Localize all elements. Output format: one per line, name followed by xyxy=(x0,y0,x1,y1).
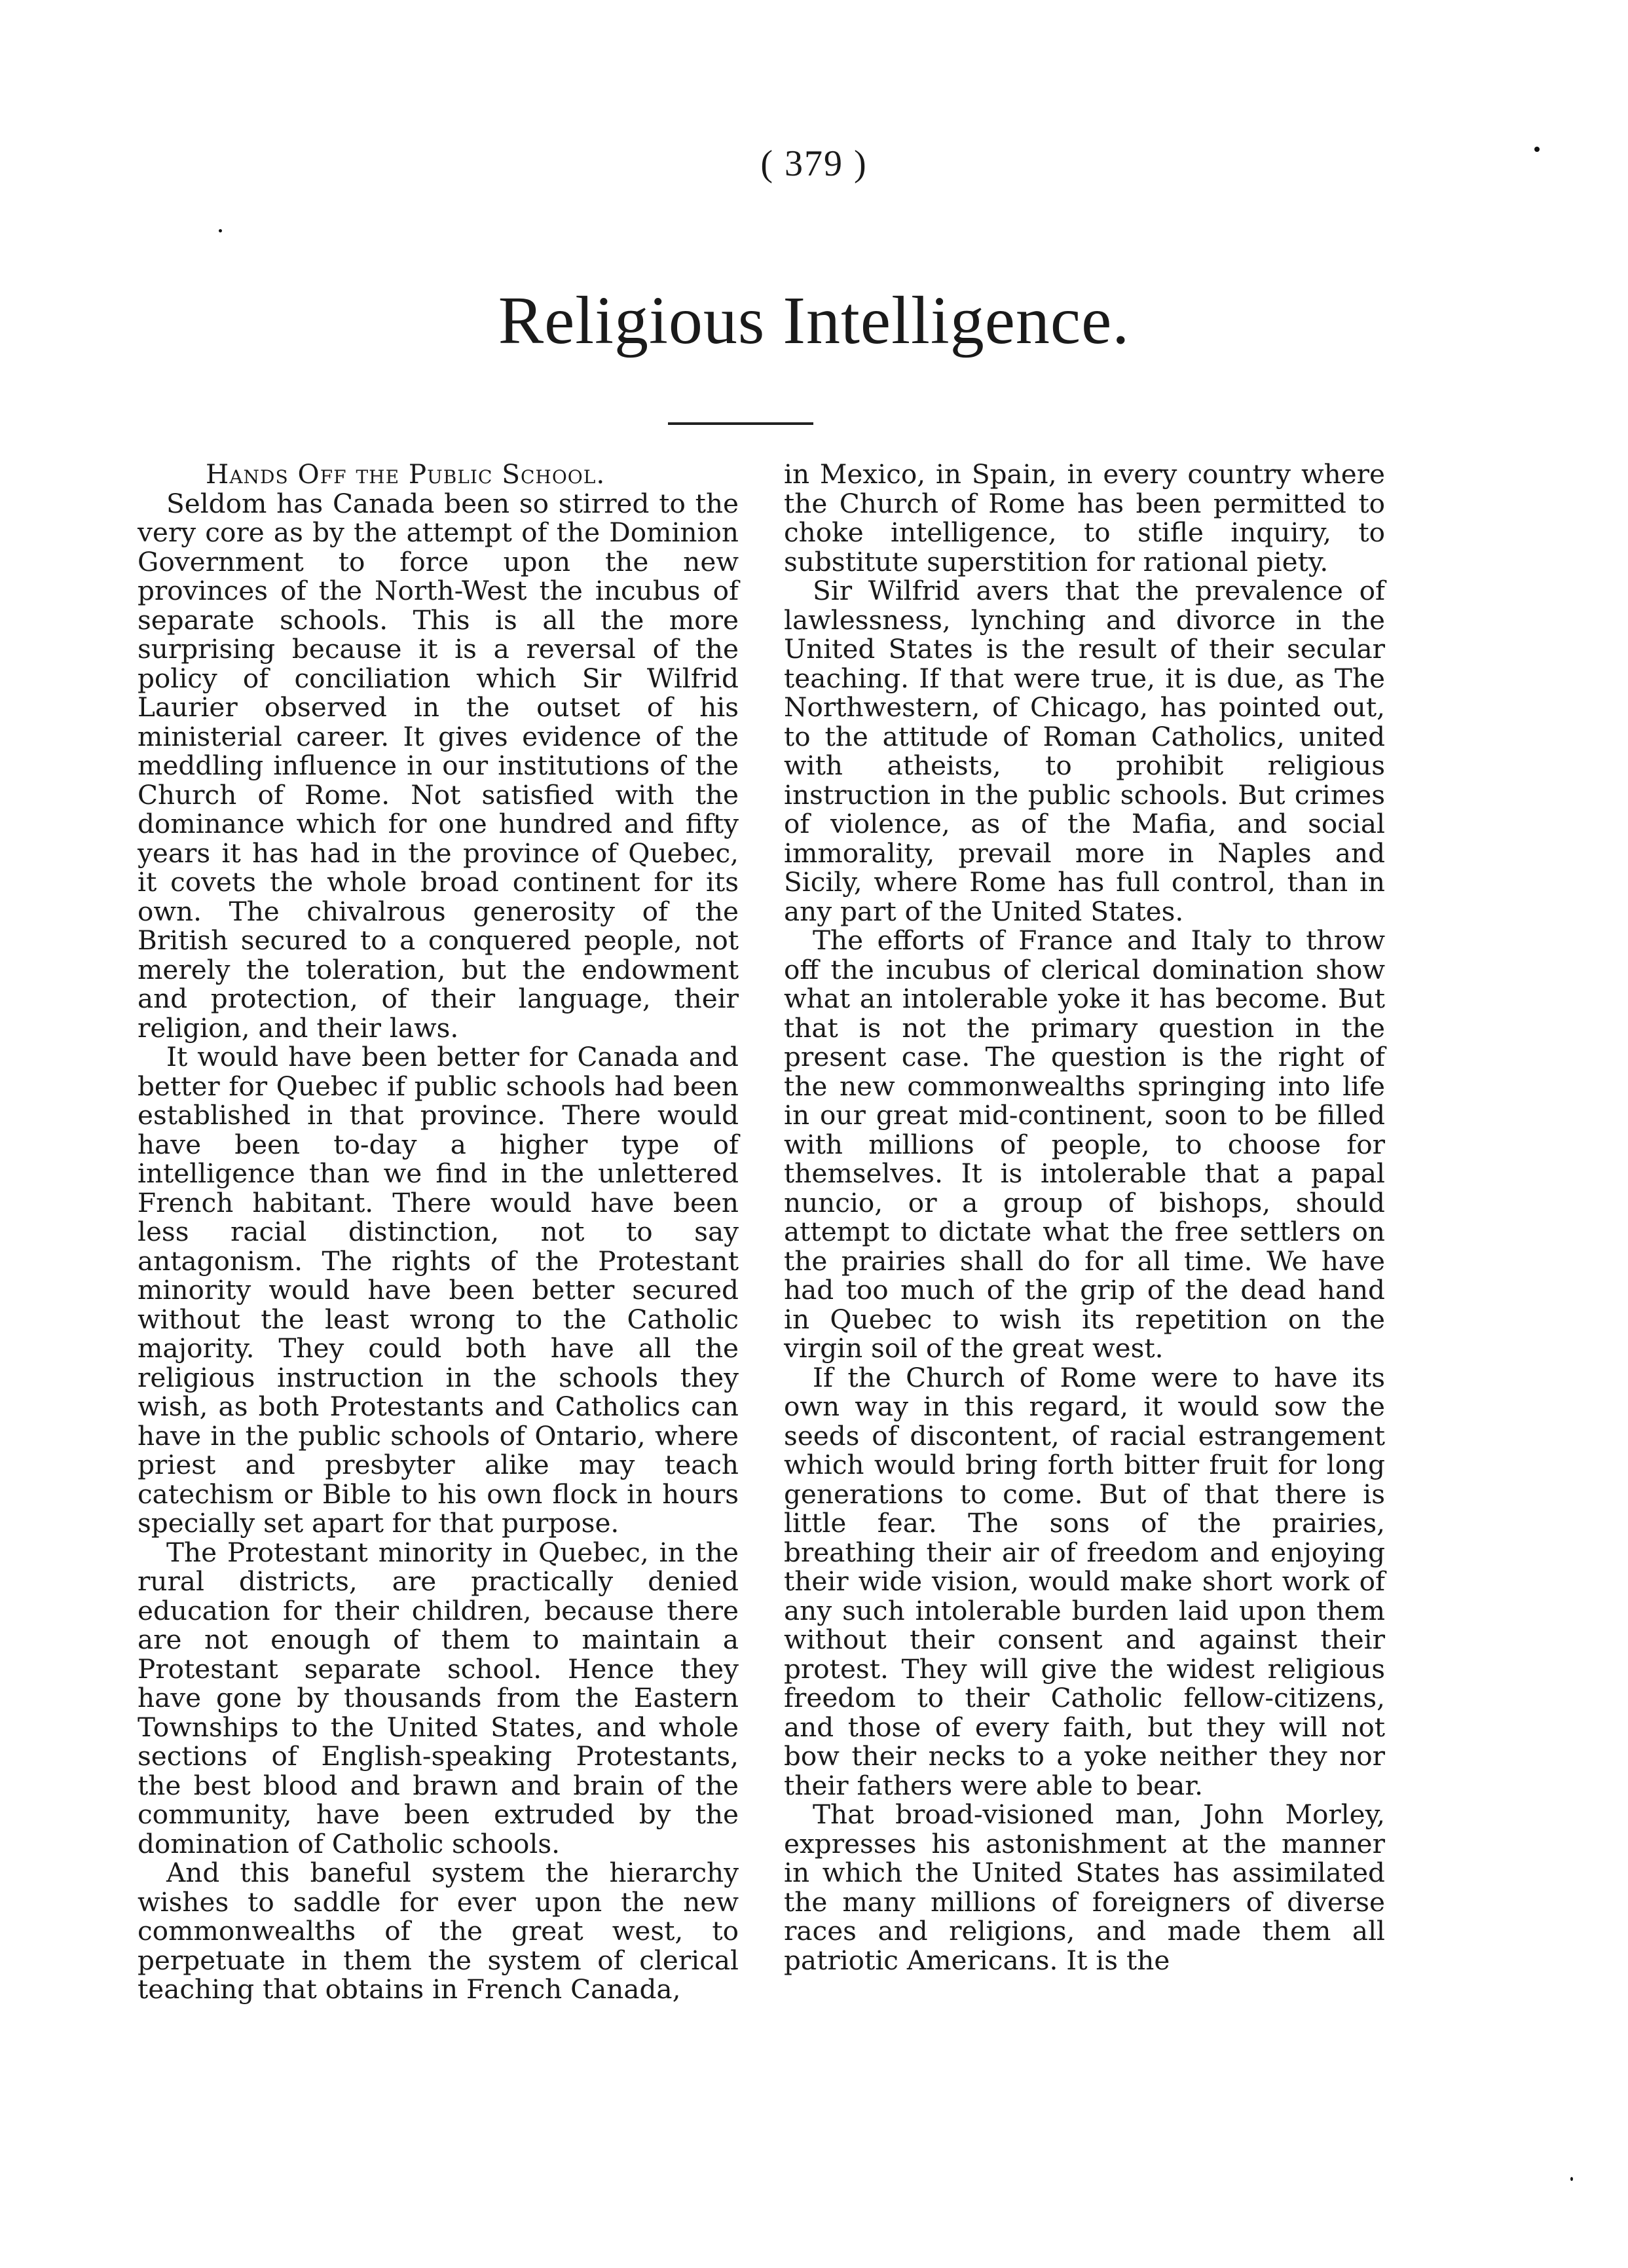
left-column xyxy=(138,460,739,2004)
ink-speck xyxy=(219,229,222,232)
paragraph: The efforts of France and Italy to throw off the incubus of clerical domination show what an intolerable yoke it has become. But that is not the primary question in the present case. The question is the right of the new commonwealths springing into life in our great mid-continent, soon to be filled with millions of people, to choose for themselves. It is intolerable that a papal nuncio, or a group of bishops, should attempt to dictate what the free settlers on the prairies shall do for all time. We have had too much of the grip of the dead hand in Quebec to wish its repetition on the virgin soil of the great west. xyxy=(784,924,1385,1364)
paragraph: That broad-visioned man, John Morley, expresses his astonishment at the manner in which the United States has assimilated the many millions of foreigners of diverse races and religions, and made them all patriotic Americans. It is the xyxy=(784,1799,1385,1976)
paragraph: It would have been better for Canada and better for Quebec if public schools had been established in that province. There would have been to-day a higher type of intelligence than we find in the unlettered French habitant. There would have been less racial distinction, not to say antagonism. The rights of the Protestant minority would have been better secured without the least wrong to the Catholic majority. They could both have all the religious instruction in the schools they wish, as both Protestants and Catholics can have in the public schools of Ontario, where priest and presbyter alike may teach catechism or Bible to his own flock in hours specially set apart for that purpose. xyxy=(138,1041,739,1539)
paragraph: The Protestant minority in Quebec, in the rural districts, are practically denied education for their children, because there are not enough of them to maintain a Protestant separate school. Hence they have gone by thousands from the Eastern Townships to the United States, and whole sections of English-speaking Protestants, the best blood and brawn and brain of the community, have been extruded by the domination of Catholic schools. xyxy=(138,1536,739,1859)
ink-speck xyxy=(1570,2177,1573,2181)
paragraph: And this baneful system the hierarchy wishes to saddle for ever upon the new commonwealths of the great west, to perpetuate in them the system of clerical teaching that obtains in French Canada, xyxy=(138,1857,739,2005)
paragraph: Seldom has Canada been so stirred to the very core as by the attempt of the Dominion Government to force upon the new provinces of the North-West the incubus of separate schools. This is all the more surprising because it is a reversal of the policy of conciliation which Sir Wilfrid Laurier observed in the outset of his ministerial career. It gives evidence of the meddling influence in our institutions of the Church of Rome. Not satisfied with the dominance which for one hundred and fifty years it has had in the province of Quebec, it covets the whole broad continent for its own. The chivalrous generosity of the British secured to a conquered people, not merely the toleration, but the endowment and protection, of their language, their religion, and their laws. xyxy=(138,487,739,1044)
title-divider xyxy=(668,422,813,425)
paragraph: in Mexico, in Spain, in every country where the Church of Rome has been permitted to choke intelligence, to stifle inquiry, to substitute superstition for rational piety. xyxy=(784,458,1385,577)
paragraph: If the Church of Rome were to have its own way in this regard, it would sow the seeds of discontent, of racial estrangement which would bring forth bitter fruit for long generations to come. But of that there is little fear. The sons of the prairies, breathing their air of freedom and enjoying their wide vision, would make short work of any such intolerable burden laid upon them without their consent and against their protest. They will give the widest religious freedom to their Catholic fellow-citizens, and those of every faith, but they will not bow their necks to a yoke neither they nor their fathers were able to bear. xyxy=(784,1361,1385,1801)
ink-speck xyxy=(1534,147,1540,152)
page-title: Religious Intelligence. xyxy=(498,283,1130,358)
paragraph: Sir Wilfrid avers that the prevalence of lawlessness, lynching and divorce in the United States is the result of their secular teaching. If that were true, it is due, as The Northwestern, of Chicago, has pointed out, to the attitude of Roman Catholics, united with atheists, to prohibit religious instruction in the public schools. But crimes of violence, as of the Mafia, and social immorality, prevail more in Naples and Sicily, where Rome has full control, than in any part of the United States. xyxy=(784,575,1385,927)
article-heading: Hands Off the Public School. xyxy=(206,458,606,490)
right-column xyxy=(784,460,1385,1975)
page-number: ( 379 ) xyxy=(760,143,868,184)
